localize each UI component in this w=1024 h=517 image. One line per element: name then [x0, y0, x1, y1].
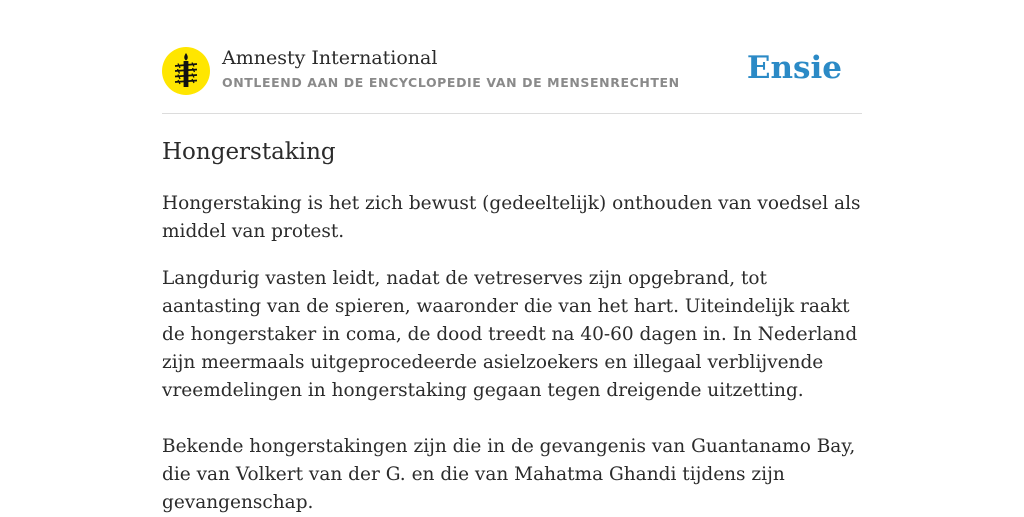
ensie-logo[interactable]: Ensie — [746, 50, 842, 86]
article-paragraph: Langdurig vasten leidt, nadat de vetreserves zijn opgebrand, tot aantasting van de spieren, waaronder die van het hart. Uiteindelijk raakt de hongerstaker in coma, de dood treedt na 40-60 dagen in. In Nederland zijn meermaals uitgeprocedeerde asielzoekers en illegaal verblijvende vreemdelingen in hongerstaking gegaan tegen dreigende uitzetting. — [162, 268, 858, 401]
article-title: Hongerstaking — [162, 139, 336, 165]
article-paragraph: Bekende hongerstakingen zijn die in de gevangenis van Guantanamo Bay, die van Volkert van der G. en die van Mahatma Ghandi tijdens zijn gevangenschap. — [162, 436, 856, 513]
article-paragraph: Hongerstaking is het zich bewust (gedeeltelijk) onthouden van voedsel als middel van protest. — [162, 193, 861, 242]
article — [162, 134, 864, 517]
organization-name[interactable]: Amnesty International — [222, 47, 438, 69]
amnesty-candle-icon[interactable] — [162, 47, 210, 95]
page-header — [162, 44, 862, 114]
source-subtitle: ONTLEEND AAN DE ENCYCLOPEDIE VAN DE MENSENRECHTEN — [222, 75, 680, 90]
